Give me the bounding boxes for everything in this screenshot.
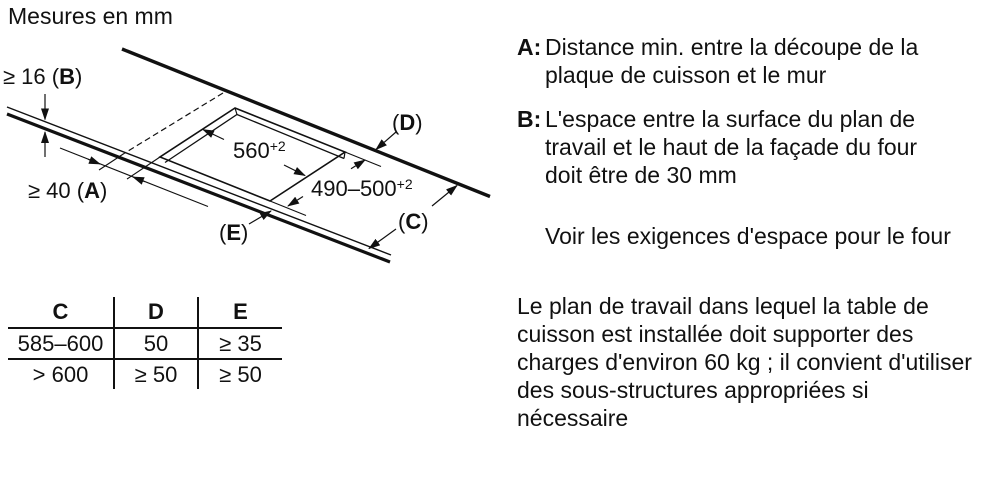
label-c: (C) bbox=[398, 209, 429, 234]
table-cell: > 600 bbox=[8, 359, 114, 389]
dim-560-label: $560^{+2}$ bbox=[233, 138, 286, 163]
dim-a-label: ≥ 40 (A) bbox=[28, 178, 108, 203]
table-header-d: D bbox=[114, 297, 198, 328]
table-cell: 585–600 bbox=[8, 328, 114, 359]
see-space-note: Voir les exigences d'espace pour le four bbox=[545, 223, 951, 249]
page-title: Mesures en mm bbox=[8, 3, 173, 29]
definition-a bbox=[517, 33, 995, 89]
table-cell: ≥ 35 bbox=[219, 330, 262, 356]
table-cell: 50 bbox=[114, 328, 198, 359]
label-d: (D) bbox=[392, 110, 423, 135]
dim-a-arrow-left bbox=[88, 159, 100, 164]
wall-projection-dashed-line bbox=[124, 93, 223, 154]
table-row bbox=[8, 328, 282, 359]
table-cell: ≥ 50 bbox=[114, 359, 198, 389]
definition-b bbox=[517, 105, 995, 189]
load-capacity-note: Le plan de travail dans lequel la table de cuisson est installée doit supporter des charges d'environ 60 kg ; il convient d'utiliser des sous-structures appropriées si nécessaire bbox=[517, 293, 972, 431]
dim-560-arrow-downright bbox=[284, 165, 305, 176]
installation-diagram bbox=[0, 0, 500, 295]
definition-a-label: A: bbox=[517, 34, 542, 60]
dim-490-label: $490-500^{+2}$ bbox=[311, 176, 413, 201]
table-header-row bbox=[8, 297, 282, 328]
dim-490-arrow-downleft bbox=[288, 197, 303, 207]
dimensions-table bbox=[8, 297, 282, 389]
label-c-arrow-down bbox=[369, 229, 396, 249]
table-row bbox=[8, 359, 282, 389]
label-e: (E) bbox=[219, 220, 249, 245]
dim-490-arrow-upright bbox=[351, 160, 365, 169]
definition-b-text: L'espace entre la surface du plan de travail et le haut de la façade du four doit être de 30 mm bbox=[545, 106, 918, 188]
dim-a-arrow-right bbox=[133, 177, 145, 182]
depth-extension-line-right bbox=[345, 152, 381, 167]
dim-b-label: ≥ 16 (B) bbox=[3, 64, 83, 89]
label-c-arrow-up bbox=[432, 186, 457, 207]
notes-column bbox=[517, 33, 995, 432]
table-header-c: C bbox=[8, 297, 114, 328]
depth-extension-line-bottom bbox=[270, 201, 306, 216]
wall-edge-line bbox=[122, 49, 490, 197]
table-header-e: E bbox=[233, 299, 248, 324]
definition-a-text: Distance min. entre la découpe de la plaque de cuisson et le mur bbox=[545, 34, 919, 88]
table-cell: ≥ 50 bbox=[219, 361, 262, 387]
definition-b-label: B: bbox=[517, 106, 542, 132]
